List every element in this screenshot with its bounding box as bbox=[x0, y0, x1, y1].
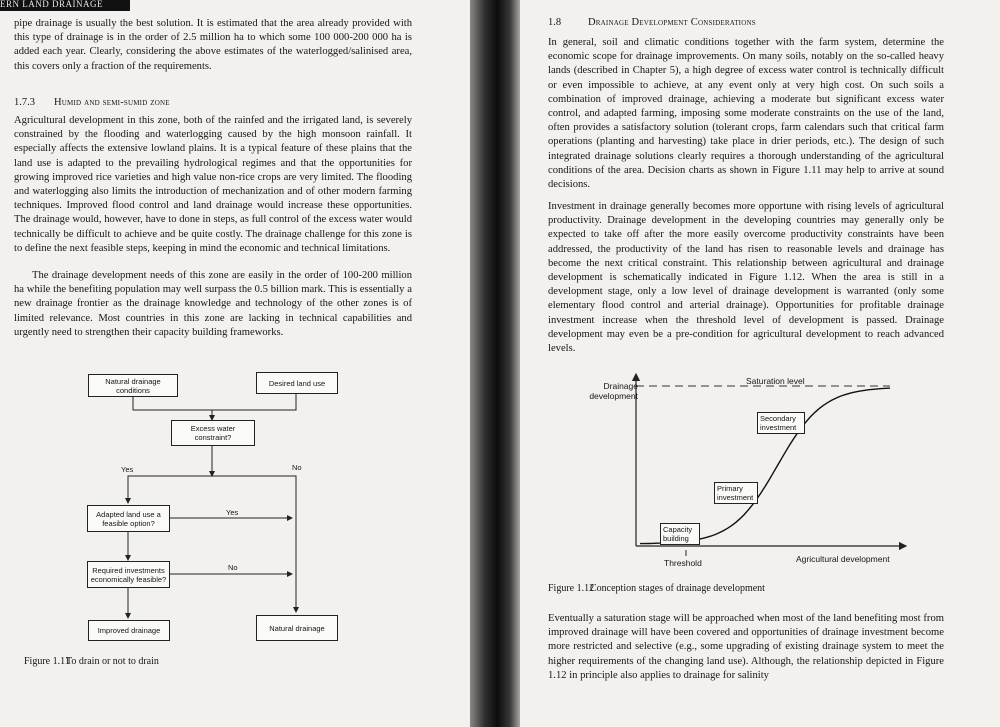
flow-box-natural-drainage: Natural drainage bbox=[256, 615, 338, 641]
running-header-text: ERN LAND DRAINAGE bbox=[0, 0, 103, 9]
flow-box-required-investments: Required investments economically feasible? bbox=[87, 561, 170, 588]
flow-label-no: No bbox=[228, 563, 238, 572]
intro-paragraph: pipe drainage is usually the best solution. It is estimated that the area already provided with this type of drainage is in the order of 2.5 million ha to which some 100 000-200 000 ha is added each year. Clearly, considering the above estimates of the waterlogged/salinised area, this covers only a fraction of the requirements. bbox=[14, 18, 412, 72]
flow-box-improved-drainage: Improved drainage bbox=[88, 620, 170, 641]
section-title: Drainage Development Considerations bbox=[588, 17, 756, 28]
flow-box-excess-water: Excess water constraint? bbox=[171, 420, 255, 446]
figure-caption-1-11 bbox=[24, 656, 159, 667]
body-paragraph: The drainage development needs of this zone are easily in the order of 100-200 million ha while the benefiting population may well surpass the 0.5 billion mark. This is essentially a new drainage frontier as the drainage knowledge and technology of the other zones is of limited relevance. Most countries in this zone are lacking in technical capabilities and urgently need to strengthen their capacity building frameworks. bbox=[14, 270, 412, 338]
body-paragraph: In general, soil and climatic conditions together with the farm system, determine the economic scope for drainage improvements. On many soils, notably on the so-called heavy lands (described in Chapter 5), a high degree of excess water control is technically difficult or even impossible to achieve, at any event only at very high cost. On such soils a combination of improved drainage, achieving a moderate but significant excess water control, and adapted farming, imposing some moderate constraints on the use of the land, often provides a satisfactory solution (tolerant crops, farm calendars such that critical farm operations (planting and harvesting) take place in drier periods, etc.). The design of such integrated drainage solutions clearly requires a thorough understanding of the agricultural conditions of the area. Decision charts as shown in Figure 1.11 may help to arrive at sound decisions. bbox=[548, 37, 944, 191]
left-page bbox=[0, 0, 470, 727]
body-paragraph: Agricultural development in this zone, both of the rainfed and the irrigated land, is severely constrained by the flooding and waterlogging caused by the high monsoon rainfall. It especially affects the extensive lowland plains. It is a typical feature of these plains that the land use is adapted to the prevailing hydrological regimes and that the opportunities for growing improved rice varieties and high value non-rice crops are very limited. The flooding and waterlogging also limits the introduction of mechanization and of other modern farming techniques. Improved flood control and land drainage would increase these opportunities. The drainage would, however, have to done in steps, as full control of the excess water would technically be difficult to achieve and be quite costly. The drainage challenge for this zone is to define the next feasible steps, keeping in mind the economic and technical limitations. bbox=[14, 115, 412, 254]
flow-box-desired-land-use: Desired land use bbox=[256, 372, 338, 394]
annotation-secondary-investment: Secondary investment bbox=[757, 412, 805, 434]
flow-label-yes: Yes bbox=[226, 508, 239, 517]
annotation-primary-investment: Primary investment bbox=[714, 482, 758, 504]
flow-box-natural-conditions: Natural drainage conditions bbox=[88, 374, 178, 397]
flowchart-connectors bbox=[0, 0, 470, 727]
annotation-capacity-building: Capacity building bbox=[660, 523, 700, 545]
flow-label-no: No bbox=[292, 463, 302, 472]
flow-box-adapted-land-use: Adapted land use a feasible option? bbox=[87, 505, 170, 532]
section-title: Humid and semi-sumid zone bbox=[54, 97, 170, 108]
connector-desired-down bbox=[212, 394, 296, 410]
figure-caption-text: To drain or not to drain bbox=[66, 656, 159, 667]
connector-yes-branch bbox=[128, 476, 212, 503]
connector-natural-down bbox=[133, 397, 212, 410]
figure-caption-text: Conception stages of drainage development bbox=[590, 583, 765, 594]
x-axis-label: Agricultural development bbox=[796, 554, 890, 564]
connector-no-branch bbox=[212, 476, 296, 612]
section-number: 1.8 bbox=[548, 17, 562, 28]
flow-label-yes: Yes bbox=[121, 465, 134, 474]
figure-number: Figure 1.11 bbox=[24, 656, 70, 667]
body-paragraph: Investment in drainage generally becomes more opportune with rising levels of agricultural productivity. Drainage development in the developing countries may generally only be expected to take off after the more easily overcome productivity constraints have been addressed, the productivity of the land has risen to reasonable levels and drainage has become the next critical constraint. This relationship between agricultural and drainage development is schematically indicated in Figure 1.12. When the area is still in a development stage, only a low level of drainage development is warranted (only some elementary flood control and arterial drainage). Opportunities for profitable drainage investment increase when the threshold level of development is passed. Drainage development may even be a pre-condition for agricultural development to reach advanced levels. bbox=[548, 201, 944, 355]
book-gutter bbox=[470, 0, 520, 727]
saturation-label: Saturation level bbox=[746, 376, 805, 386]
y-axis-label: Drainage development bbox=[589, 381, 638, 401]
figure-number: Figure 1.12 bbox=[548, 583, 595, 594]
figure-caption-1-12 bbox=[548, 583, 765, 594]
threshold-label: Threshold bbox=[664, 558, 702, 568]
body-paragraph: Eventually a saturation stage will be approached when most of the land benefiting most from improved drainage will have been covered and opportunities of drainage investment become more restricted and selective (e.g., some upgrading of existing drainage system to meet the higher requirements of the changing land use). Although, the relationship depicted in Figure 1.12 in principle also applies to drainage for salinity bbox=[548, 613, 944, 681]
section-number: 1.7.3 bbox=[14, 97, 35, 108]
right-page bbox=[520, 0, 1000, 727]
